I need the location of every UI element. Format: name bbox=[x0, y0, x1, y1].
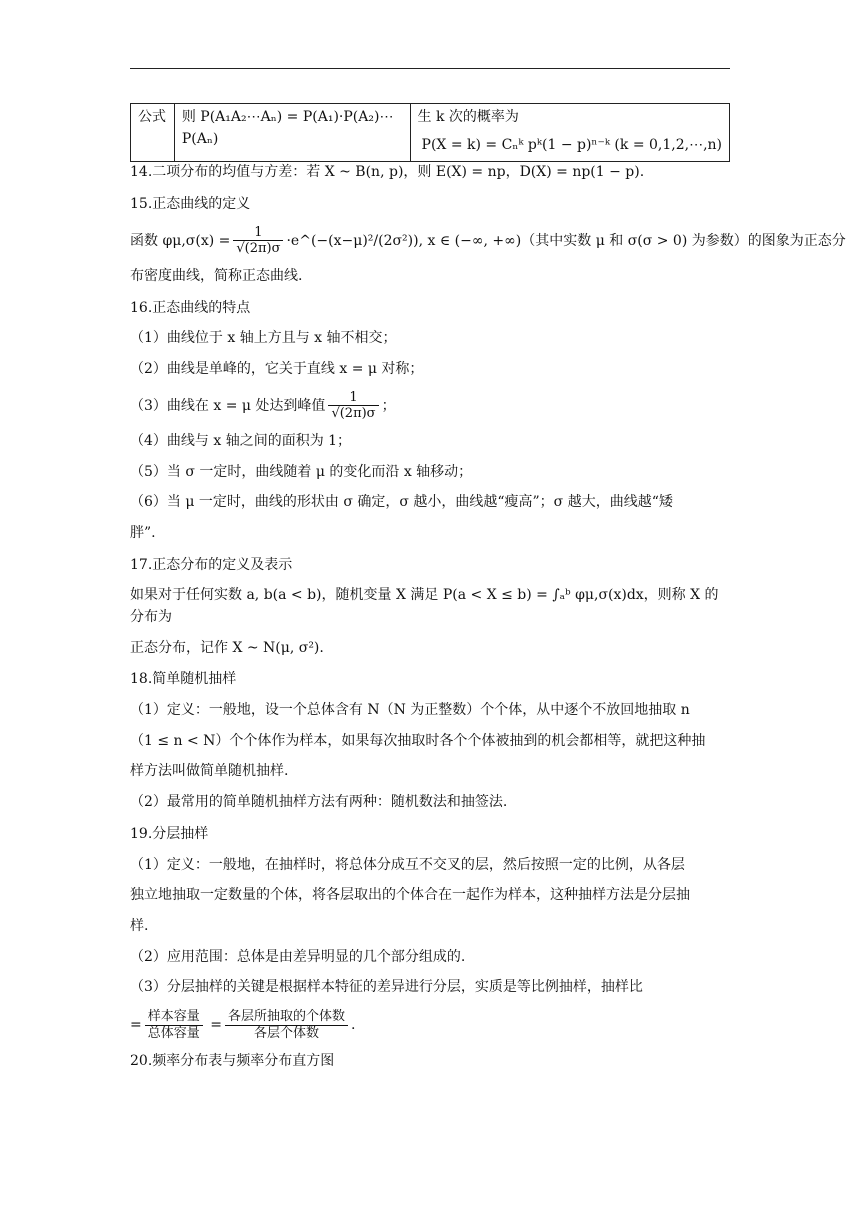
density-fraction bbox=[233, 225, 283, 257]
stratified-definition-line-1: （1）定义：一般地，在抽样时，将总体分成互不交叉的层，然后按照一定的比例，从各层 bbox=[130, 856, 685, 873]
fraction-denominator: √(2π)σ bbox=[236, 241, 281, 257]
function-prefix: 函数 φμ,σ(x) = bbox=[130, 232, 231, 249]
fraction-numerator: 1 bbox=[233, 225, 283, 242]
normal-distribution-definition: 如果对于任何实数 a, b(a < b)，随机变量 X 满足 P(a < X ≤ b) = ∫ₐᵇ φμ,σ(x)dx，则称 X 的分布为 bbox=[130, 587, 719, 625]
section-15-heading: 15.正态曲线的定义 bbox=[130, 196, 251, 213]
section-14: 14.二项分布的均值与方差：若 X ~ B(n, p)，则 E(X) = np，D(X) = np(1 − p). bbox=[130, 164, 645, 181]
equals-sign: = bbox=[130, 1017, 142, 1034]
stratified-key: （3）分层抽样的关键是根据样本特征的差异进行分层，实质是等比例抽样，抽样比 bbox=[130, 979, 643, 996]
peak-fraction bbox=[328, 390, 378, 422]
binomial-formula: P(X = k) = Cₙᵏ pᵏ(1 − p)ⁿ⁻ᵏ (k = 0,1,2,⋯,n) bbox=[421, 136, 722, 153]
definition-continuation: 布密度曲线，简称正态曲线. bbox=[130, 267, 303, 284]
property-5: （5）当 σ 一定时，曲线随着 μ 的变化而沿 x 轴移动； bbox=[130, 463, 473, 480]
property-3-text: （3）曲线在 x = μ 处达到峰值 bbox=[130, 397, 326, 414]
fraction-numerator: 样本容量 bbox=[145, 1009, 203, 1026]
section-19-heading: 19.分层抽样 bbox=[130, 825, 209, 842]
table-cell-binomial bbox=[410, 104, 729, 162]
fraction-denominator: 总体容量 bbox=[147, 1025, 200, 1041]
sampling-ratio bbox=[130, 1009, 730, 1041]
formula-table bbox=[130, 103, 730, 162]
section-18-heading: 18.简单随机抽样 bbox=[130, 671, 237, 688]
property-1: （1）曲线位于 x 轴上方且与 x 轴不相交； bbox=[130, 330, 397, 347]
binomial-text: 生 k 次的概率为 bbox=[417, 109, 519, 125]
document-body bbox=[130, 103, 846, 1073]
property-6: （6）当 μ 一定时，曲线的形状由 σ 确定，σ 越小，曲线越“瘦高”；σ 越大，曲线越“矮 bbox=[130, 494, 673, 511]
stratified-scope: （2）应用范围：总体是由差异明显的几个部分组成的. bbox=[130, 948, 466, 965]
table-cell-independent-formula: 则 P(A₁A₂⋯Aₙ) = P(A₁)·P(A₂)⋯P(Aₙ) bbox=[174, 104, 410, 162]
srs-definition-line-2: （1 ≤ n < N）个个体作为样本，如果每次抽取时各个个体被抽到的机会都相等，就把这种抽 bbox=[130, 732, 706, 749]
table-row bbox=[131, 104, 730, 162]
property-6-continuation: 胖”. bbox=[130, 524, 156, 541]
property-2: （2）曲线是单峰的，它关于直线 x = μ 对称； bbox=[130, 361, 424, 377]
fraction-denominator: 各层个体数 bbox=[253, 1025, 319, 1041]
property-3 bbox=[130, 390, 730, 422]
fraction-numerator: 1 bbox=[328, 390, 378, 407]
stratified-definition-line-2: 独立地抽取一定数量的个体，将各层取出的个体合在一起作为样本，这种抽样方法是分层抽 bbox=[130, 887, 690, 904]
table-cell-label: 公式 bbox=[131, 104, 175, 162]
normal-curve-definition bbox=[130, 224, 846, 257]
section-16-heading: 16.正态曲线的特点 bbox=[130, 299, 251, 316]
header-rule bbox=[130, 68, 730, 69]
section-20-heading: 20.频率分布表与频率分布直方图 bbox=[130, 1053, 335, 1070]
fraction-numerator: 各层所抽取的个体数 bbox=[225, 1009, 348, 1026]
stratified-definition-line-3: 样. bbox=[130, 917, 149, 934]
fraction-denominator: √(2π)σ bbox=[331, 406, 376, 422]
ratio-fraction-2 bbox=[225, 1009, 348, 1041]
srs-definition-line-3: 样方法叫做简单随机抽样. bbox=[130, 763, 289, 780]
property-4: （4）曲线与 x 轴之间的面积为 1； bbox=[130, 432, 352, 449]
srs-methods: （2）最常用的简单随机抽样方法有两种：随机数法和抽签法. bbox=[130, 794, 508, 811]
exponent-term: ·e^(−(x−μ)²/(2σ²)) bbox=[286, 232, 419, 249]
normal-distribution-notation: 正态分布，记作 X ~ N(μ, σ²). bbox=[130, 639, 324, 656]
definition-suffix: , x ∈ (−∞, +∞)（其中实数 μ 和 σ(σ > 0) 为参数）的图象为正态分 bbox=[418, 232, 846, 249]
ratio-fraction-1 bbox=[145, 1009, 203, 1041]
period: . bbox=[350, 1017, 356, 1034]
equals-sign: = bbox=[210, 1017, 222, 1034]
srs-definition-line-1: （1）定义：一般地，设一个总体含有 N（N 为正整数）个个体，从中逐个不放回地抽取 n bbox=[130, 702, 690, 719]
property-3-end: ； bbox=[381, 397, 396, 414]
section-17-heading: 17.正态分布的定义及表示 bbox=[130, 556, 293, 573]
